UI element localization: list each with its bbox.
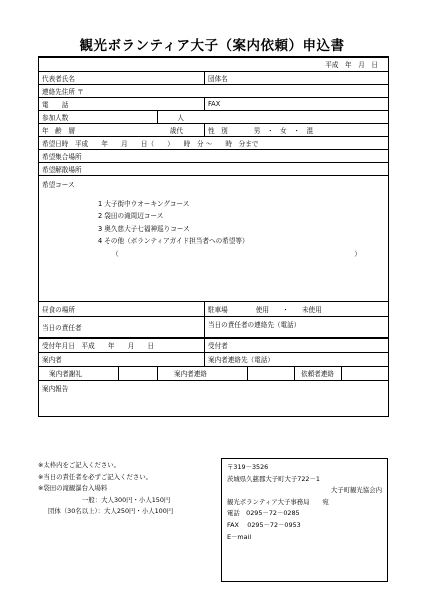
contact-address-field[interactable]: 連絡先住所 〒	[39, 84, 389, 97]
guide-field[interactable]: 案内者	[39, 352, 205, 366]
guide-fee-label: 案内者謝礼	[39, 366, 119, 380]
notes-section	[38, 460, 228, 518]
application-form	[38, 56, 389, 417]
date-line[interactable]: 平成 年 月 日	[39, 57, 389, 71]
fax-field[interactable]: FAX	[205, 97, 389, 110]
phone-field[interactable]: 電 話	[39, 97, 205, 110]
guide-contact2-field[interactable]	[248, 366, 295, 380]
note-4: 一般：大人300円・小人150円	[82, 495, 171, 504]
lunch-place-field[interactable]: 昼食の場所	[39, 301, 205, 316]
course-option-2[interactable]: 2 袋田の滝周辺コース	[98, 212, 164, 220]
office-address-box	[221, 458, 388, 582]
course-option-4[interactable]: 4 その他（ボランティアガイド担当者への希望等）	[98, 237, 249, 245]
note-3: ※袋田の滝観瀑台入場料	[38, 484, 108, 492]
requester-contact-field[interactable]	[342, 366, 389, 380]
address-fax: FAX 0295－72－0953	[227, 520, 301, 529]
guide-report-field[interactable]: 案内報告	[39, 380, 389, 416]
address-line3: 観光ボランティア大子事務局 宛	[227, 497, 329, 506]
age-field[interactable]: 年 齢 層 歳代	[39, 123, 205, 136]
guide-fee-field[interactable]	[119, 366, 158, 380]
receiver-field[interactable]: 受付者	[205, 338, 389, 352]
address-email: E－mail	[227, 532, 252, 541]
address-line1: 茨城県久慈郡大子町大子722－1	[227, 474, 320, 483]
representative-field[interactable]: 代表者氏名	[39, 71, 205, 84]
other-request-field[interactable]: （ ）	[112, 249, 361, 258]
guide-contact-field[interactable]: 案内者連絡先（電話）	[205, 352, 389, 366]
received-date-field[interactable]: 受付年月日 平成 年 月 日	[39, 338, 205, 352]
dismiss-place-field[interactable]: 希望解散場所	[39, 162, 389, 175]
guide-contact2-label: 案内者連絡	[158, 366, 248, 380]
address-tel: 電話 0295－72－0285	[227, 509, 300, 518]
preferred-date-field[interactable]: 希望日時 平成 年 月 日（ ） 時 分 ～ 時 分まで	[39, 136, 389, 149]
course-option-3[interactable]: 3 奥久慈大子七福神巡りコース	[98, 224, 190, 233]
address-line2: 大子町観光協会内	[330, 486, 382, 495]
note-2: ※当日の責任者を必ずご記入ください。	[38, 472, 152, 481]
address-zip: 〒319－3526	[227, 463, 269, 471]
course-section[interactable]: 希望コース 1 大子街中ウオーキングコース 2 袋田の滝周辺コース 3 奥久慈大子七福神巡りコース 4 その他（ボランティアガイド担当者への希望等） （ ）	[39, 175, 389, 301]
group-name-field[interactable]: 団体名	[205, 71, 389, 84]
person-contact-field[interactable]: 当日の責任者の連絡先（電話）	[205, 316, 389, 338]
participants-field[interactable]: 参加人数 人	[39, 110, 158, 123]
note-5: 団体（30名以上）：大人250円・小人100円	[48, 507, 174, 515]
person-in-charge-field[interactable]: 当日の責任者	[39, 316, 205, 338]
course-option-1[interactable]: 1 大子街中ウオーキングコース	[98, 199, 190, 208]
note-1: ※太枠内をご記入ください。	[38, 461, 121, 469]
requester-contact-label: 依頼者連絡	[295, 366, 342, 380]
gender-field[interactable]: 性 別 男 ・ 女 ・ 混	[205, 123, 389, 136]
parking-field[interactable]: 駐車場 使用 ・ 未使用	[205, 301, 389, 316]
meeting-place-field[interactable]: 希望集合場所	[39, 149, 389, 162]
page-title: 観光ボランティア大子（案内依頼）申込書	[79, 38, 345, 54]
